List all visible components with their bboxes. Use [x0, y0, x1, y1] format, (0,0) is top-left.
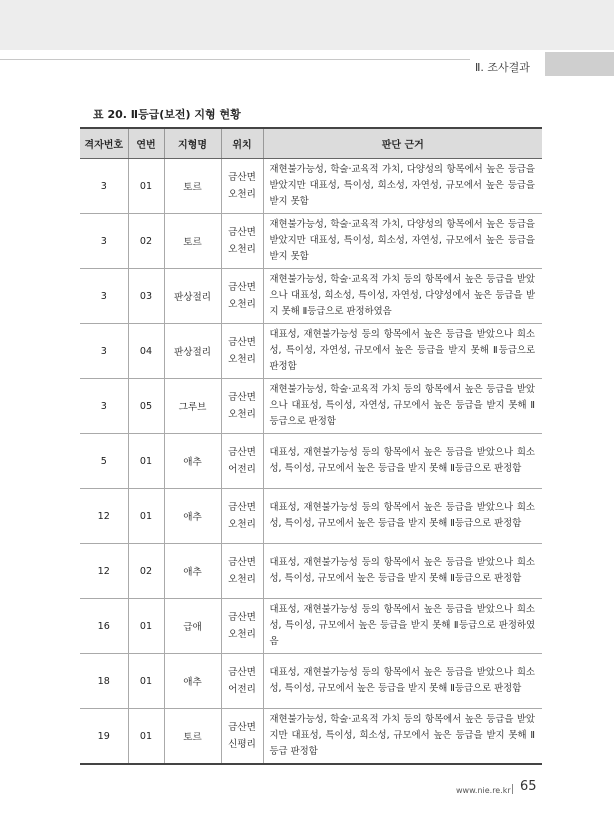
- location-town: 금산면: [228, 557, 256, 568]
- location-village: 오천리: [228, 519, 256, 530]
- location-town: 금산면: [228, 227, 256, 238]
- location-town: 금산면: [228, 667, 256, 678]
- cell-grid: 18: [80, 654, 128, 709]
- cell-no: 03: [128, 269, 164, 324]
- location-village: 오천리: [228, 299, 256, 310]
- section-divider: [0, 59, 470, 60]
- table-row: [80, 654, 542, 709]
- cell-no: 02: [128, 544, 164, 599]
- table-row: [80, 434, 542, 489]
- cell-grid: 3: [80, 159, 128, 214]
- cell-name: 애추: [164, 489, 221, 544]
- table-row: [80, 324, 542, 379]
- section-label: Ⅱ. 조사결과: [475, 61, 530, 74]
- table-row: [80, 709, 542, 765]
- location-town: 금산면: [228, 172, 256, 183]
- cell-location: [221, 544, 263, 599]
- cell-location: [221, 159, 263, 214]
- cell-no: 01: [128, 599, 164, 654]
- cell-location: [221, 379, 263, 434]
- cell-grid: 19: [80, 709, 128, 765]
- cell-name: 애추: [164, 434, 221, 489]
- col-header-basis: 판단 근거: [263, 128, 542, 159]
- cell-name: 판상절리: [164, 324, 221, 379]
- table-row: [80, 599, 542, 654]
- table-title: 표 20. Ⅱ등급(보전) 지형 현황: [93, 108, 241, 121]
- table-header-row: [80, 128, 542, 159]
- cell-basis: 대표성, 재현불가능성 등의 항목에서 높은 등급을 받았으나 희소성, 특이성, 규모에서 높은 등급을 받지 못해 Ⅱ등급으로 판정함: [263, 434, 542, 489]
- footer-separator: [512, 784, 513, 794]
- cell-location: [221, 434, 263, 489]
- cell-basis: 재현불가능성, 학술·교육적 가치 등의 항목에서 높은 등급을 받았으나 대표성, 희소성, 특이성, 자연성, 다양성에서 높은 등급을 받지 못해 Ⅱ등급으로 판정하였음: [263, 269, 542, 324]
- cell-grid: 3: [80, 324, 128, 379]
- cell-no: 01: [128, 159, 164, 214]
- location-village: 어전리: [228, 464, 256, 475]
- cell-name: 토르: [164, 159, 221, 214]
- cell-basis: 재현불가능성, 학술·교육적 가치, 다양성의 항목에서 높은 등급을 받았지만 대표성, 특이성, 희소성, 자연성, 규모에서 높은 등급을 받지 못함: [263, 214, 542, 269]
- cell-no: 01: [128, 434, 164, 489]
- table-row: [80, 269, 542, 324]
- cell-name: 판상절리: [164, 269, 221, 324]
- cell-no: 05: [128, 379, 164, 434]
- cell-grid: 3: [80, 214, 128, 269]
- cell-location: [221, 654, 263, 709]
- location-village: 오천리: [228, 354, 256, 365]
- cell-grid: 16: [80, 599, 128, 654]
- cell-name: 급애: [164, 599, 221, 654]
- footer-url: www.nie.re.kr: [456, 786, 511, 795]
- cell-location: [221, 214, 263, 269]
- cell-location: [221, 709, 263, 765]
- cell-grid: 3: [80, 379, 128, 434]
- table-row: [80, 214, 542, 269]
- cell-no: 04: [128, 324, 164, 379]
- cell-location: [221, 599, 263, 654]
- table-row: [80, 544, 542, 599]
- cell-no: 01: [128, 489, 164, 544]
- location-village: 오천리: [228, 409, 256, 420]
- cell-grid: 5: [80, 434, 128, 489]
- cell-location: [221, 489, 263, 544]
- header-band: [0, 0, 614, 50]
- location-town: 금산면: [228, 392, 256, 403]
- cell-basis: 재현불가능성, 학술·교육적 가치 등의 항목에서 높은 등급을 받았지만 대표성, 특이성, 희소성, 규모에서 높은 등급을 받지 못해 Ⅱ등급 판정함: [263, 709, 542, 765]
- cell-name: 토르: [164, 214, 221, 269]
- cell-basis: 재현불가능성, 학술·교육적 가치, 다양성의 항목에서 높은 등급을 받았지만 대표성, 특이성, 희소성, 자연성, 규모에서 높은 등급을 받지 못함: [263, 159, 542, 214]
- cell-name: 애추: [164, 544, 221, 599]
- landform-table: [80, 127, 542, 765]
- cell-location: [221, 324, 263, 379]
- col-header-name: 지형명: [164, 128, 221, 159]
- cell-basis: 대표성, 재현불가능성 등의 항목에서 높은 등급을 받았으나 희소성, 특이성, 규모에서 높은 등급을 받지 못해 Ⅱ등급으로 판정함: [263, 654, 542, 709]
- table-row: [80, 159, 542, 214]
- cell-name: 애추: [164, 654, 221, 709]
- col-header-grid: 격자번호: [80, 128, 128, 159]
- cell-location: [221, 269, 263, 324]
- location-village: 오천리: [228, 244, 256, 255]
- cell-basis: 대표성, 재현불가능성 등의 항목에서 높은 등급을 받았으나 희소성, 특이성, 규모에서 높은 등급을 받지 못해 Ⅱ등급으로 판정함: [263, 489, 542, 544]
- cell-basis: 대표성, 재현불가능성 등의 항목에서 높은 등급을 받았으나 희소성, 특이성, 자연성, 규모에서 높은 등급을 받지 못해 Ⅱ등급으로 판정함: [263, 324, 542, 379]
- cell-basis: 대표성, 재현불가능성 등의 항목에서 높은 등급을 받았으나 희소성, 특이성, 규모에서 높은 등급을 받지 못해 Ⅱ등급으로 판정함: [263, 544, 542, 599]
- page-number: 65: [520, 779, 537, 794]
- location-town: 금산면: [228, 282, 256, 293]
- table-row: [80, 379, 542, 434]
- location-town: 금산면: [228, 447, 256, 458]
- location-village: 오천리: [228, 574, 256, 585]
- cell-no: 01: [128, 709, 164, 765]
- table-row: [80, 489, 542, 544]
- cell-name: 토르: [164, 709, 221, 765]
- cell-grid: 3: [80, 269, 128, 324]
- cell-basis: 재현불가능성, 학술·교육적 가치 등의 항목에서 높은 등급을 받았으나 대표성, 특이성, 자연성, 규모에서 높은 등급을 받지 못해 Ⅱ등급으로 판정함: [263, 379, 542, 434]
- cell-basis: 대표성, 재현불가능성 등의 항목에서 높은 등급을 받았으나 희소성, 특이성, 규모에서 높은 등급을 받지 못해 Ⅱ등급으로 판정하였음: [263, 599, 542, 654]
- cell-name: 그루브: [164, 379, 221, 434]
- location-town: 금산면: [228, 612, 256, 623]
- cell-grid: 12: [80, 544, 128, 599]
- cell-no: 02: [128, 214, 164, 269]
- location-village: 어전리: [228, 684, 256, 695]
- location-town: 금산면: [228, 502, 256, 513]
- col-header-no: 연번: [128, 128, 164, 159]
- location-village: 오천리: [228, 189, 256, 200]
- col-header-location: 위치: [221, 128, 263, 159]
- section-tab: [545, 52, 614, 76]
- location-town: 금산면: [228, 337, 256, 348]
- location-village: 신평리: [228, 739, 256, 750]
- location-village: 오천리: [228, 629, 256, 640]
- cell-no: 01: [128, 654, 164, 709]
- cell-grid: 12: [80, 489, 128, 544]
- location-town: 금산면: [228, 722, 256, 733]
